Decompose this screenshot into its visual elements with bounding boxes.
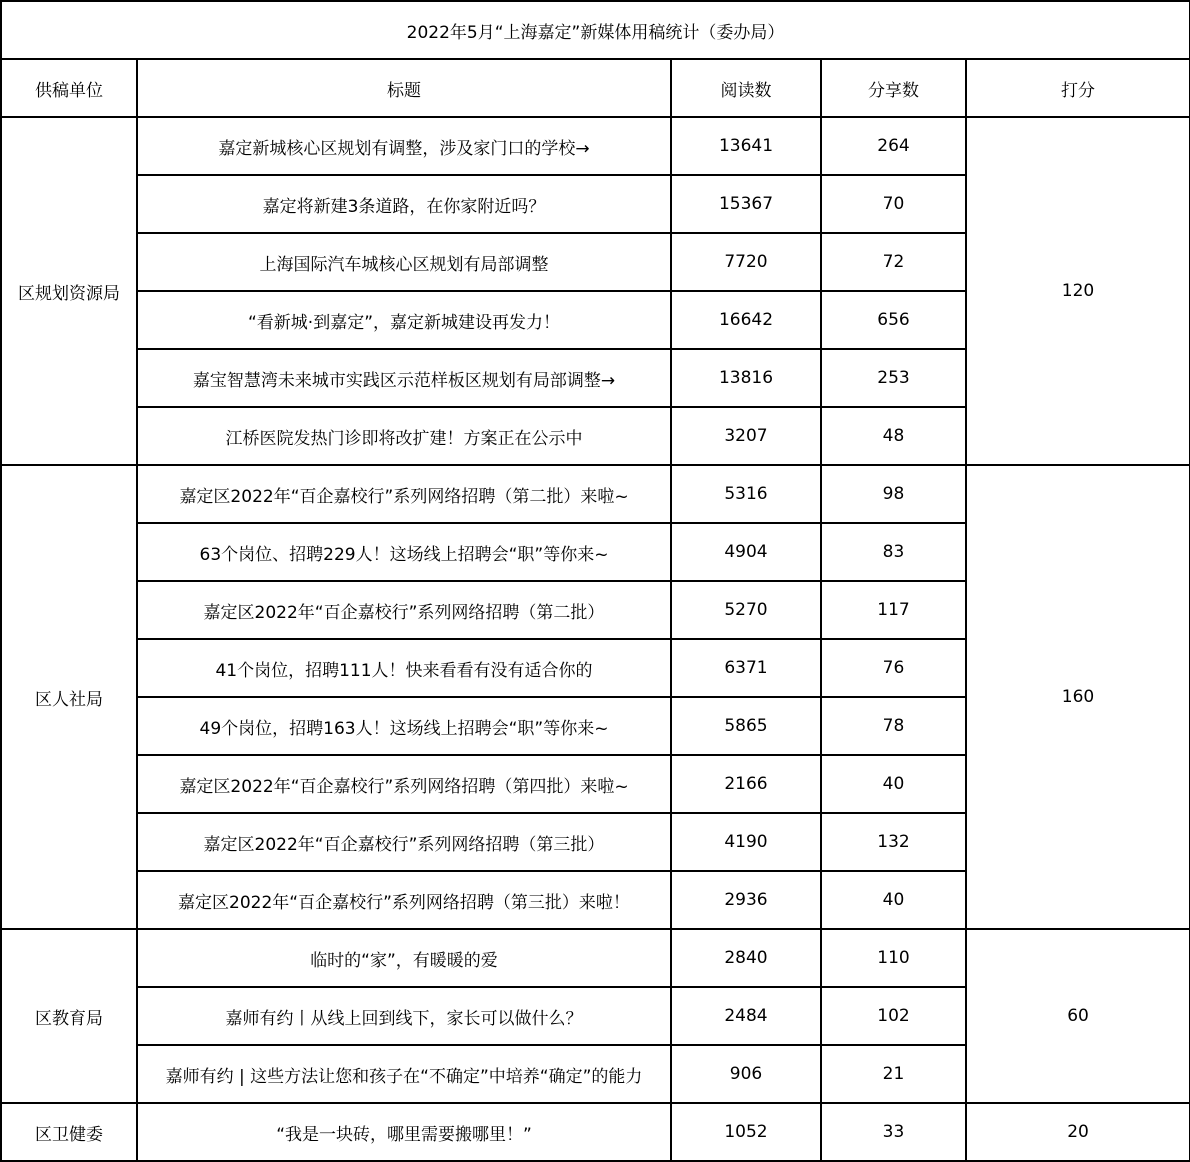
header-row	[1, 59, 1190, 117]
shares-cell: 102	[821, 987, 966, 1045]
shares-cell: 264	[821, 117, 966, 175]
title-cell: 嘉定区2022年“百企嘉校行”系列网络招聘（第三批）	[137, 813, 671, 871]
reads-cell: 3207	[671, 407, 821, 465]
reads-cell: 13641	[671, 117, 821, 175]
title-cell: 49个岗位，招聘163人！这场线上招聘会“职”等你来~	[137, 697, 671, 755]
header-title: 标题	[137, 59, 671, 117]
title-cell: 嘉定区2022年“百企嘉校行”系列网络招聘（第二批）	[137, 581, 671, 639]
table-row	[1, 117, 1190, 175]
score-cell: 120	[966, 117, 1190, 465]
reads-cell: 2840	[671, 929, 821, 987]
title-cell: 63个岗位、招聘229人！这场线上招聘会“职”等你来~	[137, 523, 671, 581]
unit-cell: 区教育局	[1, 929, 137, 1103]
reads-cell: 2484	[671, 987, 821, 1045]
title-cell: 上海国际汽车城核心区规划有局部调整	[137, 233, 671, 291]
reads-cell: 4190	[671, 813, 821, 871]
table-row	[1, 1103, 1190, 1161]
shares-cell: 98	[821, 465, 966, 523]
title-cell: 嘉定区2022年“百企嘉校行”系列网络招聘（第四批）来啦~	[137, 755, 671, 813]
header-shares: 分享数	[821, 59, 966, 117]
shares-cell: 253	[821, 349, 966, 407]
header-score: 打分	[966, 59, 1190, 117]
shares-cell: 72	[821, 233, 966, 291]
unit-cell: 区规划资源局	[1, 117, 137, 465]
shares-cell: 656	[821, 291, 966, 349]
shares-cell: 110	[821, 929, 966, 987]
table-title: 2022年5月“上海嘉定”新媒体用稿统计（委办局）	[1, 1, 1190, 59]
title-cell: 嘉宝智慧湾未来城市实践区示范样板区规划有局部调整→	[137, 349, 671, 407]
shares-cell: 117	[821, 581, 966, 639]
table-body	[1, 1, 1190, 1161]
title-cell: 嘉师有约丨从线上回到线下，家长可以做什么？	[137, 987, 671, 1045]
reads-cell: 4904	[671, 523, 821, 581]
reads-cell: 5316	[671, 465, 821, 523]
reads-cell: 5865	[671, 697, 821, 755]
title-row	[1, 1, 1190, 59]
reads-cell: 906	[671, 1045, 821, 1103]
reads-cell: 2166	[671, 755, 821, 813]
title-cell: 嘉定区2022年“百企嘉校行”系列网络招聘（第二批）来啦~	[137, 465, 671, 523]
shares-cell: 132	[821, 813, 966, 871]
title-cell: 临时的“家”，有暖暖的爱	[137, 929, 671, 987]
reads-cell: 7720	[671, 233, 821, 291]
shares-cell: 70	[821, 175, 966, 233]
title-cell: 41个岗位，招聘111人！快来看看有没有适合你的	[137, 639, 671, 697]
reads-cell: 15367	[671, 175, 821, 233]
shares-cell: 83	[821, 523, 966, 581]
table-row	[1, 465, 1190, 523]
reads-cell: 5270	[671, 581, 821, 639]
score-cell: 60	[966, 929, 1190, 1103]
shares-cell: 21	[821, 1045, 966, 1103]
shares-cell: 33	[821, 1103, 966, 1161]
title-cell: “看新城·到嘉定”，嘉定新城建设再发力！	[137, 291, 671, 349]
title-cell: 嘉定新城核心区规划有调整，涉及家门口的学校→	[137, 117, 671, 175]
shares-cell: 40	[821, 871, 966, 929]
reads-cell: 1052	[671, 1103, 821, 1161]
shares-cell: 40	[821, 755, 966, 813]
title-cell: 嘉定区2022年“百企嘉校行”系列网络招聘（第三批）来啦！	[137, 871, 671, 929]
unit-cell: 区卫健委	[1, 1103, 137, 1161]
header-reads: 阅读数	[671, 59, 821, 117]
reads-cell: 2936	[671, 871, 821, 929]
reads-cell: 16642	[671, 291, 821, 349]
reads-cell: 6371	[671, 639, 821, 697]
title-cell: 江桥医院发热门诊即将改扩建！方案正在公示中	[137, 407, 671, 465]
title-cell: “我是一块砖，哪里需要搬哪里！”	[137, 1103, 671, 1161]
header-unit: 供稿单位	[1, 59, 137, 117]
title-cell: 嘉师有约 | 这些方法让您和孩子在“不确定”中培养“确定”的能力	[137, 1045, 671, 1103]
reads-cell: 13816	[671, 349, 821, 407]
table-row	[1, 929, 1190, 987]
score-cell: 20	[966, 1103, 1190, 1161]
shares-cell: 76	[821, 639, 966, 697]
title-cell: 嘉定将新建3条道路，在你家附近吗？	[137, 175, 671, 233]
unit-cell: 区人社局	[1, 465, 137, 929]
score-cell: 160	[966, 465, 1190, 929]
shares-cell: 78	[821, 697, 966, 755]
shares-cell: 48	[821, 407, 966, 465]
